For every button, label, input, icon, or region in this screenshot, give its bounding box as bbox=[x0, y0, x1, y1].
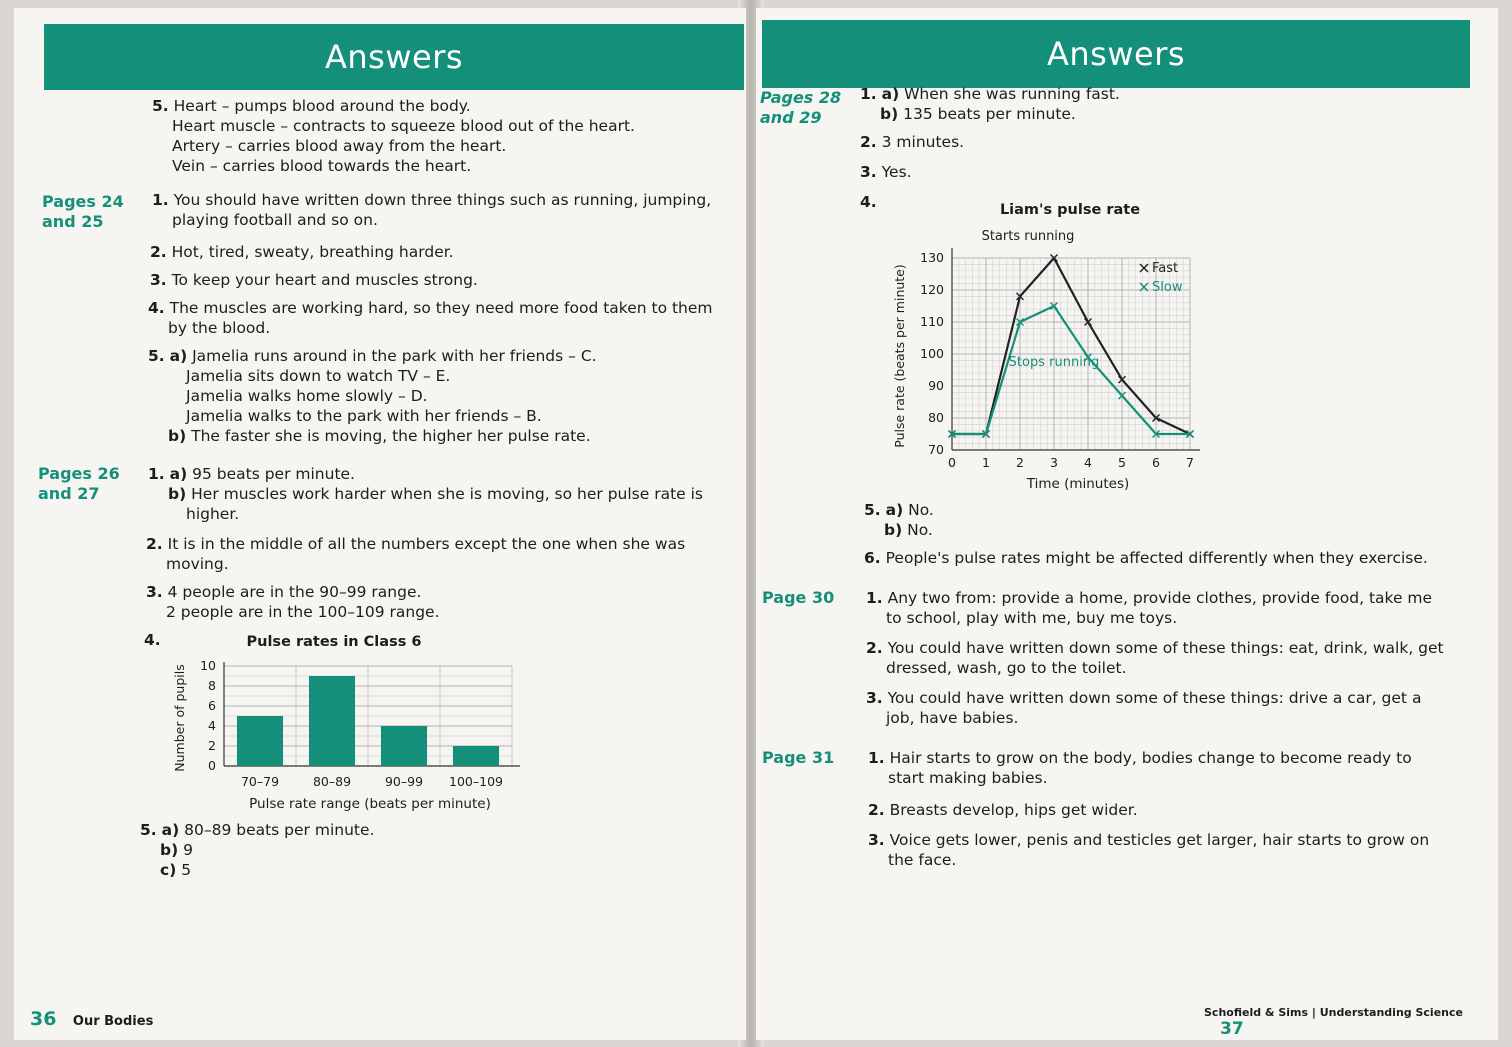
answer-line: Artery – carries blood away from the heart. bbox=[172, 137, 507, 155]
x-tick-label: 70–79 bbox=[240, 774, 280, 789]
bar-80–89 bbox=[309, 676, 355, 766]
answer-line: Heart – pumps blood around the body. bbox=[173, 97, 471, 115]
chart-title: Liam's pulse rate bbox=[999, 202, 1141, 218]
bar-chart-pulse-rates-class-6 bbox=[164, 626, 524, 812]
x-tick-label: 2 bbox=[1016, 455, 1024, 470]
y-tick-label: 80 bbox=[928, 410, 944, 425]
answer-line: Heart muscle – contracts to squeeze blood out of the heart. bbox=[172, 117, 635, 135]
x-tick-label: 100–109 bbox=[449, 774, 503, 789]
x-tick-label: 4 bbox=[1084, 455, 1092, 470]
book-title: Our Bodies bbox=[72, 1014, 154, 1029]
answer-p24-q4: 4. The muscles are working hard, so they need more food taken to them by the blood. bbox=[148, 299, 713, 337]
answer-p26-q3: 3. 4 people are in the 90–99 range. 2 people are in the 100–109 range. bbox=[146, 583, 440, 621]
bar-100–109 bbox=[453, 746, 499, 766]
answer-p24-q3: 3. To keep your heart and muscles strong. bbox=[150, 271, 478, 289]
x-tick-label: 80–89 bbox=[312, 774, 352, 789]
y-tick-label: 0 bbox=[208, 758, 216, 773]
y-axis-label: Number of pupils bbox=[172, 664, 187, 772]
answer-p28-q6: 6. People's pulse rates might be affected differently when they exercise. bbox=[864, 549, 1428, 567]
answer-p31-q1: 1. Hair starts to grow on the body, bodies change to become ready to start making babies. bbox=[868, 749, 1412, 787]
answer-p24-q5: 5. a) Jamelia runs around in the park with her friends – C. Jamelia sits down to watch TV – E. Jamelia walks home slowly – D. Jamelia walks to the park with her friends – B. b) The faster she is moving, the higher her pulse rate. bbox=[148, 347, 597, 445]
answer-p28-q5: 5. a) No. b) No. bbox=[864, 501, 934, 539]
left-page bbox=[14, 8, 746, 1040]
y-tick-label: 90 bbox=[928, 378, 944, 393]
x-tick-label: 6 bbox=[1152, 455, 1160, 470]
y-tick-label: 2 bbox=[208, 738, 216, 753]
answer-p28-q4: 4. bbox=[860, 193, 877, 211]
bar-90–99 bbox=[381, 726, 427, 766]
page-number: 36 bbox=[30, 1008, 57, 1030]
y-tick-label: 6 bbox=[208, 698, 216, 713]
answers-banner-left: Answers bbox=[44, 24, 744, 90]
answer-p26-q2: 2. It is in the middle of all the numbers except the one when she was moving. bbox=[146, 535, 686, 573]
chart-title: Pulse rates in Class 6 bbox=[246, 634, 422, 650]
y-tick-label: 4 bbox=[208, 718, 216, 733]
x-tick-labels bbox=[948, 455, 1194, 470]
right-page bbox=[756, 8, 1498, 1040]
section-page-31: Page 31 bbox=[762, 748, 835, 767]
question-number: 5. bbox=[152, 97, 169, 115]
y-tick-label: 130 bbox=[920, 250, 944, 265]
page-footer-left bbox=[30, 1008, 153, 1030]
answer-p24-q2: 2. Hot, tired, sweaty, breathing harder. bbox=[150, 243, 454, 261]
answer-p31-q2: 2. Breasts develop, hips get wider. bbox=[868, 801, 1138, 819]
answer-p30-q2: 2. You could have written down some of these things: eat, drink, walk, get dressed, wash, go to the toilet. bbox=[866, 639, 1444, 677]
y-axis-label: Pulse rate (beats per minute) bbox=[892, 264, 907, 448]
x-tick-label: 90–99 bbox=[384, 774, 424, 789]
answer-p31-q3: 3. Voice gets lower, penis and testicles get larger, hair starts to grow on the face. bbox=[868, 831, 1430, 869]
answer-p28-q2: 2. 3 minutes. bbox=[860, 133, 965, 151]
y-tick-labels bbox=[920, 250, 944, 457]
answers-banner-right: Answers bbox=[762, 20, 1470, 88]
y-tick-label: 100 bbox=[920, 346, 944, 361]
annotation-stops-running: Stops running bbox=[1008, 355, 1100, 370]
y-tick-label: 8 bbox=[208, 678, 216, 693]
y-tick-labels bbox=[200, 658, 216, 773]
y-tick-label: 110 bbox=[920, 314, 944, 329]
x-tick-label: 7 bbox=[1186, 455, 1194, 470]
x-axis-label: Pulse rate range (beats per minute) bbox=[249, 796, 491, 812]
page-footer-right bbox=[1204, 1006, 1498, 1039]
section-pages-24-25: Pages 24 and 25 bbox=[42, 192, 124, 231]
line-chart-liams-pulse-rate bbox=[882, 190, 1212, 494]
answer-p30-q3: 3. You could have written down some of these things: drive a car, get a job, have babies. bbox=[866, 689, 1422, 727]
section-page-30: Page 30 bbox=[762, 588, 835, 607]
answer-5-previous bbox=[152, 96, 635, 176]
bar-70–79 bbox=[237, 716, 283, 766]
answer-p26-q4: 4. bbox=[144, 631, 161, 649]
answer-p28-q1: 1. a) When she was running fast. b) 135 beats per minute. bbox=[860, 85, 1120, 123]
answer-p26-q1: 1. a) 95 beats per minute. b) Her muscles work harder when she is moving, so her pulse rate is higher. bbox=[148, 465, 703, 523]
answer-p24-q1: 1. You should have written down three things such as running, jumping, playing football and so on. bbox=[152, 191, 712, 229]
annotation-starts-running: Starts running bbox=[981, 229, 1075, 244]
page-number: 37 bbox=[1220, 1019, 1244, 1039]
answer-p28-q3: 3. Yes. bbox=[860, 163, 912, 181]
section-pages-26-27: Pages 26 and 27 bbox=[38, 464, 120, 503]
y-tick-label: 120 bbox=[920, 282, 944, 297]
x-tick-label: 3 bbox=[1050, 455, 1058, 470]
y-tick-label: 70 bbox=[928, 442, 944, 457]
x-axis-label: Time (minutes) bbox=[1026, 476, 1130, 492]
answer-p30-q1: 1. Any two from: provide a home, provide clothes, provide food, take me to school, play with me, buy me toys. bbox=[866, 589, 1433, 627]
x-tick-label: 0 bbox=[948, 455, 956, 470]
legend-label-fast: Fast bbox=[1152, 261, 1179, 276]
answer-line: Vein – carries blood towards the heart. bbox=[172, 157, 472, 175]
x-tick-label: 5 bbox=[1118, 455, 1126, 470]
section-pages-28-29: Pages 28 and 29 bbox=[760, 88, 842, 127]
x-tick-label: 1 bbox=[982, 455, 990, 470]
y-tick-label: 10 bbox=[200, 658, 216, 673]
x-tick-labels bbox=[241, 774, 503, 789]
answer-p26-q5: 5. a) 80–89 beats per minute. b) 9 c) 5 bbox=[140, 821, 375, 879]
legend-label-slow: Slow bbox=[1152, 280, 1183, 295]
publisher-credit: Schofield & Sims | Understanding Science bbox=[1204, 1006, 1463, 1019]
